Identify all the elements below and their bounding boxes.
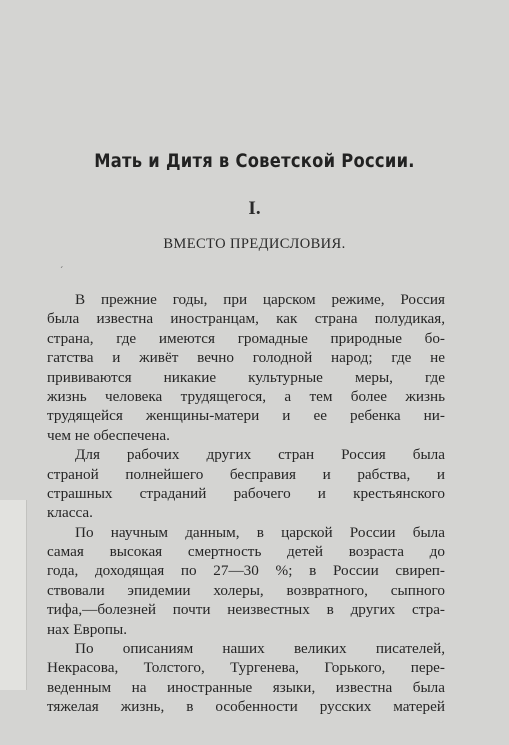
text-line: ствовали эпидемии холеры, возвратного, сыпного: [47, 581, 445, 599]
text-line: самая высокая смертность детей возраста до: [47, 543, 445, 561]
text-line: В прежние годы, при царском режиме, Россия: [75, 291, 445, 308]
page-title: Мать и Дитя в Советской России.: [94, 150, 415, 172]
text-line: По описаниям наших великих писателей,: [75, 640, 445, 658]
text-line: класса.: [47, 504, 93, 522]
text-line: страшных страданий рабочего и крестьянского: [47, 484, 445, 502]
section-heading: ВМЕСТО ПРЕДИСЛОВИЯ.: [163, 236, 346, 252]
page-edge-strip: [0, 500, 27, 690]
ink-speck-mark: ˊ: [60, 266, 64, 277]
text-line: года, доходящая по 27—30 %; в России свирeп-: [47, 562, 445, 580]
body-text: [47, 290, 445, 717]
text-line: нах Европы.: [47, 620, 128, 638]
text-line: трудящейся женщины-матери и ее ребенка ни-: [47, 407, 445, 425]
text-line: тяжелая жизнь, в особенности русских матерей: [47, 698, 445, 716]
text-line: была известна иностранцам, как страна полудикая,: [47, 310, 445, 328]
text-line: тифа,—болезней почти неизвестных в других стра-: [47, 601, 445, 619]
text-line: Некрасова, Толстого, Тургенева, Горького, пере-: [47, 659, 445, 677]
text-line: веденным на иностранные языки, известна была: [47, 678, 445, 696]
text-line: Для рабочих других стран Россия была: [75, 446, 445, 464]
text-line: прививаются никакие культурные меры, где: [47, 368, 445, 386]
text-line: По научным данным, в царской России была: [75, 523, 445, 541]
text-line: страна, где имеются громадные природные бо-: [47, 329, 445, 347]
text-line: гатства и живёт вечно голодной народ; где не: [47, 349, 445, 367]
section-number: I.: [248, 198, 261, 219]
text-line: страной полнейшего бесправия и рабства, и: [47, 465, 445, 483]
text-line: чем не обеспечена.: [47, 426, 170, 444]
text-line: жизнь человека трудящегося, а тем более жизнь: [47, 387, 445, 405]
